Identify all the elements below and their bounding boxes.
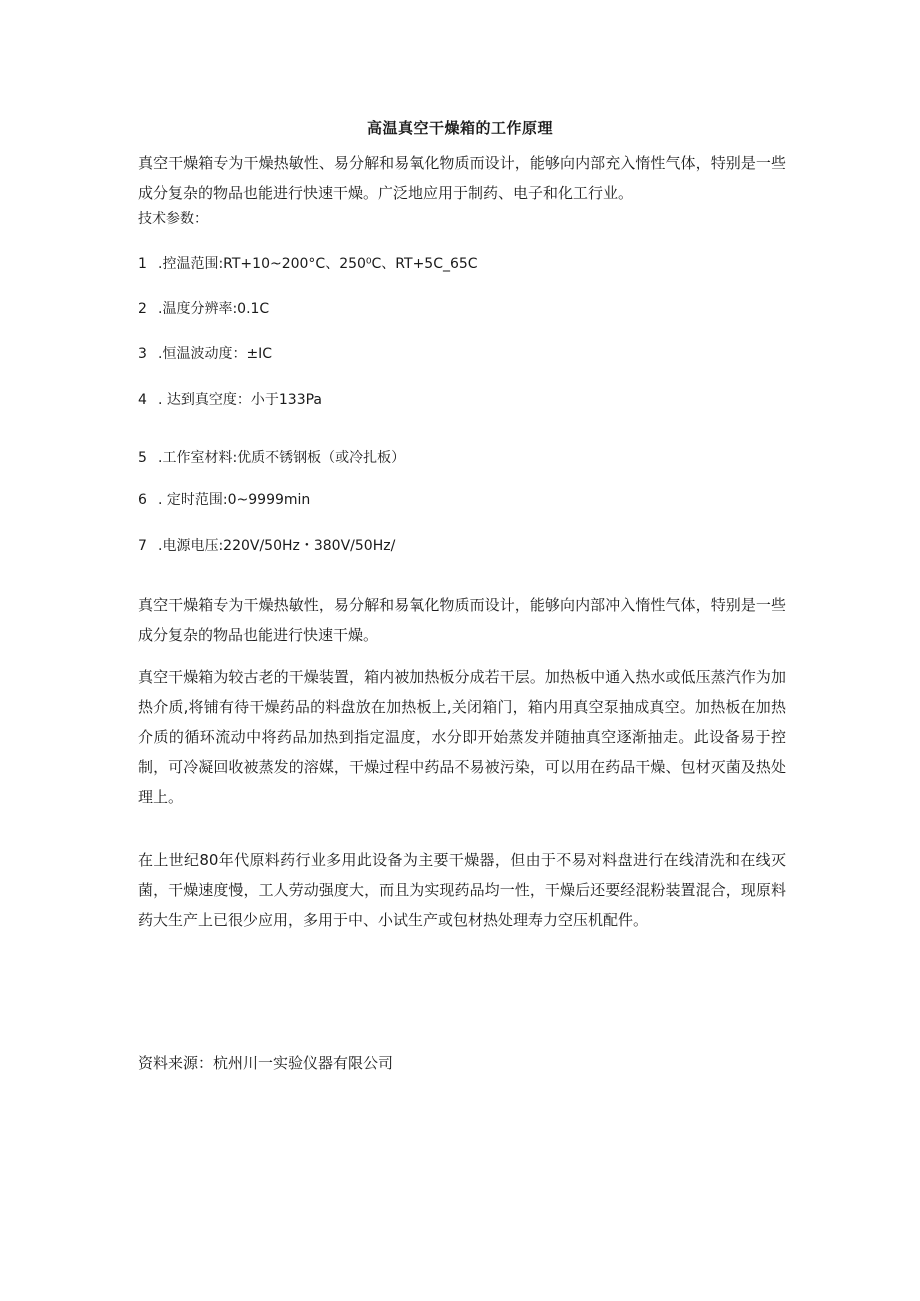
body-paragraph-2: 真空干燥箱为较古老的干燥装置，箱内被加热板分成若干层。加热板中通入热水或低压蒸汽作为加热介质,将铺有待干燥药品的料盘放在加热板上,关闭箱门，箱内用真空泵抽成真空。加热板在加热介质的循环流动中将药品加热到指定温度，水分即开始蒸发并随抽真空逐渐抽走。此设备易于控制，可冷凝回收被蒸发的溶媒，干燥过程中药品不易被污染，可以用在药品干燥、包材灭菌及热处理上。 [138, 668, 786, 806]
param-text: .温度分辨率:0.1C [158, 301, 270, 317]
param-item-4 [138, 390, 322, 410]
param-text: .工作室材料:优质不锈钢板（或冷扎板） [158, 450, 406, 466]
param-item-1 [138, 254, 478, 274]
param-text: .恒温波动度：±IC [158, 346, 273, 362]
param-number: 3 [138, 346, 147, 362]
param-number: 1 [138, 256, 147, 272]
params-label: 技术参数： [138, 211, 208, 227]
param-text: . 达到真空度：小于133Pa [158, 392, 323, 408]
body-paragraph-3: 在上世纪80年代原料药行业多用此设备为主要干燥器，但由于不易对料盘进行在线清洗和在线灭菌，干燥速度慢，工人劳动强度大，而且为实现药品均一性，干燥后还要经混粉装置混合，现原料药大生产上已很少应用，多用于中、小试生产或包材热处理寿力空压机配件。 [138, 851, 786, 929]
param-number: 5 [138, 450, 147, 466]
param-text: . 定时范围:0~9999min [158, 492, 311, 508]
param-number: 6 [138, 492, 147, 508]
param-item-2 [138, 299, 269, 319]
param-number: 4 [138, 392, 147, 408]
param-item-3 [138, 344, 272, 364]
param-text: .控温范围:RT+10~200°C、250⁰C、RT+5C_65C [158, 256, 478, 272]
body-paragraph-1: 真空干燥箱专为干燥热敏性，易分解和易氧化物质而设计，能够向内部冲入惰性气体，特别是一些成分复杂的物品也能进行快速干燥。 [138, 596, 786, 644]
param-text: .电源电压:220V/50Hz・380V/50Hz/ [158, 538, 396, 554]
page-title: 高温真空干燥箱的工作原理 [366, 119, 553, 137]
param-item-5 [138, 448, 405, 468]
param-item-7 [138, 536, 395, 556]
param-number: 7 [138, 538, 147, 554]
intro-paragraph: 真空干燥箱专为干燥热敏性、易分解和易氧化物质而设计，能够向内部充入惰性气体，特别是一些成分复杂的物品也能进行快速干燥。广泛地应用于制药、电子和化工行业。 [138, 154, 786, 202]
param-number: 2 [138, 301, 147, 317]
param-item-6 [138, 490, 310, 510]
source-line: 资料来源：杭州川一实验仪器有限公司 [138, 1054, 394, 1072]
